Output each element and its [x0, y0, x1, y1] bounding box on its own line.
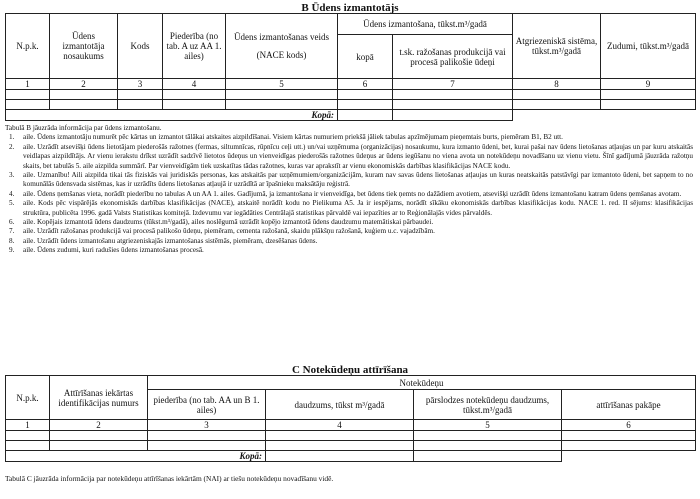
usage-type-label: Ūdens izmantošanas veids: [234, 32, 329, 42]
header-usage-type: [226, 14, 338, 79]
total-label: Kopā:: [6, 110, 338, 121]
total-cell[interactable]: [338, 110, 393, 121]
column-number-row: [6, 420, 696, 431]
note-item: 6. aile. Kopējais izmantotā ūdens daudzums (tūkst.m³/gadā), ailes noslēgumā uzrādīt kopējo izmantotā ūdens daudzumu matemātiskai pārbaudei.: [9, 218, 434, 227]
table-row[interactable]: [6, 100, 696, 110]
header-npk: N.p.k.: [6, 376, 50, 420]
col-num: 2: [50, 79, 118, 90]
header-water-usage-group: Ūdens izmantošana, tūkst.m³/gadā: [338, 14, 513, 35]
note-item: 3. aile. Uzmanību! Aili aizpilda tikai tās fiziskās vai juridiskās personas, kas atskaitās par uzņēmumiem/organizācijām, kuram nav savas ūdens lietošanas atļaujas un kuras neatskaitās patstāvīgi par izmantoto ūdeni, bet sapņem to no komunālās ūdensvada sistēmas, kas ir uzrādīts ūdens lietošanas atļaujā ir uzrādītā ar īpašnieku maksātāju reģistrā.: [9, 171, 693, 189]
table-row[interactable]: [6, 90, 696, 100]
header-overflow: pārslodzes notekūdeņu daudzums, tūkst.m³/gadā: [414, 390, 562, 420]
total-row: [6, 110, 696, 121]
notes-b-intro: Tabulā B jāuzrāda informācija par ūdens izmantošanu.: [5, 124, 162, 132]
col-num: 4: [163, 79, 226, 90]
note-item: 5. aile. Kods pēc vispārējās ekonomiskās darbības klasifikācijas (NACE), atskaitē norādīt kodu no Pielikuma A5. Ja ir iespējams, norādīt sīkāku ekonomiskās darbības klasifikācijas kodu. NACE 1. red. II sējums: klasifikācijas struktūra, publicēta 1996. gadā Valsts Statistikas komitejā. Izdevumu var iegādāties Centrālajā statistikas pārvaldē vai iepazīties ar to Reģionālajās vides pārvaldēs.: [9, 199, 693, 217]
total-row: [6, 451, 696, 462]
header-plant-id: Attīrīšanas iekārtas identifikācijas numurs: [50, 376, 148, 420]
col-num: 4: [266, 420, 414, 431]
section-c-title: C Notekūdeņu attīrīšana: [291, 364, 409, 376]
header-code: Kods: [118, 14, 163, 79]
note-item: 9. aile. Ūdens zudumi, kuri radušies ūdens izmantošanas procesā.: [9, 246, 204, 255]
notes-b: [5, 124, 693, 256]
total-cell[interactable]: [414, 451, 562, 462]
header-npk: N.p.k.: [6, 14, 50, 79]
total-cell[interactable]: [393, 110, 513, 121]
header-recycling-system: Atgriezeniskā sistēma, tūkst.m³/gadā: [513, 14, 601, 79]
note-item: 2. aile. Uzrādīt atsevišķi ūdens lietotājam piederošās ražotnes (fermas, siltumnīcas, rūpnīcu ceļi utt.) un/vai uzņēmuma (organizācijas) nosaukumu, kura izmanto ūdeni, bet, kurai pašai nav ūdens lietošanas atļaujas un par kuru atskaitās veidlapas aizpildītājs. Ar vienu ierakstu drīkst uzrādīt sadzīvē lietotos ūdeņus un vienveidīgas piederošās ražotnes ūdeņus ar ūdens iegūšanu no viena avota un notekūdeņu novadīšanu uz vienu vietu. Šīnī gadījumā jāuzrāda ražotņu skaits, bet tabulās 5. aile aizpilda summārī. Par vienveidīgām tiek uzskatītas tādas ražotnes, kuras var aprakstīt ar vienu ekonomiskās darbības klasifikācijas NACE kodu.: [9, 142, 693, 170]
header-wastewater-group: Notekūdeņu: [148, 376, 696, 390]
col-num: 1: [6, 420, 50, 431]
table-row[interactable]: [6, 441, 696, 451]
wastewater-treatment-table: [5, 375, 696, 462]
total-label: Kopā:: [6, 451, 266, 462]
col-num: 7: [393, 79, 513, 90]
note-item: 1. aile. Ūdens izmantotāju numurēt pēc kārtas un izmantot tālākai atskaites aizpildīšanai. Visiem kārtas numuriem priekšā jāliek tabulas apzīmējumam pieņemtais burts, piemēram B1, B2 utt.: [9, 133, 563, 142]
col-num: 8: [513, 79, 601, 90]
total-cell[interactable]: [266, 451, 414, 462]
col-num: 1: [6, 79, 50, 90]
header-total: kopā: [338, 35, 393, 79]
col-num: 6: [338, 79, 393, 90]
water-user-table: [5, 13, 696, 121]
col-num: 9: [601, 79, 696, 90]
note-item: 7. aile. Uzrādīt ražošanas produkcijā vai procesā palikošo ūdeņu, piemēram, cementa ražošanā, skaidu plākšņu ražošanā, kuģiem u.c. vajadzībām.: [9, 227, 435, 236]
table-row[interactable]: [6, 431, 696, 441]
col-num: 2: [50, 420, 148, 431]
header-amount: daudzums, tūkst m³/gadā: [266, 390, 414, 420]
header-affiliation: piederība (no tab. AA un B 1. ailes): [148, 390, 266, 420]
header-losses: Zudumi, tūkst.m³/gadā: [601, 14, 696, 79]
nace-code-label: (NACE kods): [256, 50, 307, 60]
header-treatment-level: attīrīšanas pakāpe: [562, 390, 696, 420]
col-num: 6: [562, 420, 696, 431]
note-item: 8. aile. Uzrādīt ūdens izmantošanu atgriezeniskajās izmantošanas sistēmās, piemēram, dzesēšanas ūdens.: [9, 236, 318, 245]
note-item: 4. aile. Ūdens ņemšanas vieta, norādīt piederību no tabulas A un AA 1. ailes. Gadījumā, ja izmantošana ir vienveidīga, bet ūdens tiek ņemts no dažādiem avotiem, atsevišķi uzrādīt ūdens izmantošanu katram ūdens ņemšanas avotam.: [9, 189, 682, 198]
col-num: 3: [118, 79, 163, 90]
col-num: 5: [226, 79, 338, 90]
column-number-row: [6, 79, 696, 90]
table-c-caption: Tabulā C jāuzrāda informācija par notekūdeņu attīrīšanas iekārtām (NAI) ar tiešu notekūdeņu novadīšanu vidē.: [5, 474, 334, 483]
col-num: 5: [414, 420, 562, 431]
section-b-title: B Ūdens izmantotājs: [301, 2, 399, 14]
header-water-user-name: Ūdens izmantotāja nosaukums: [50, 14, 118, 79]
header-incl-production: t.sk. ražošanas produkcijā vai procesā palikošie ūdeņi: [393, 35, 513, 79]
col-num: 3: [148, 420, 266, 431]
header-affiliation: Piederība (no tab. A uz AA 1. ailes): [163, 14, 226, 79]
